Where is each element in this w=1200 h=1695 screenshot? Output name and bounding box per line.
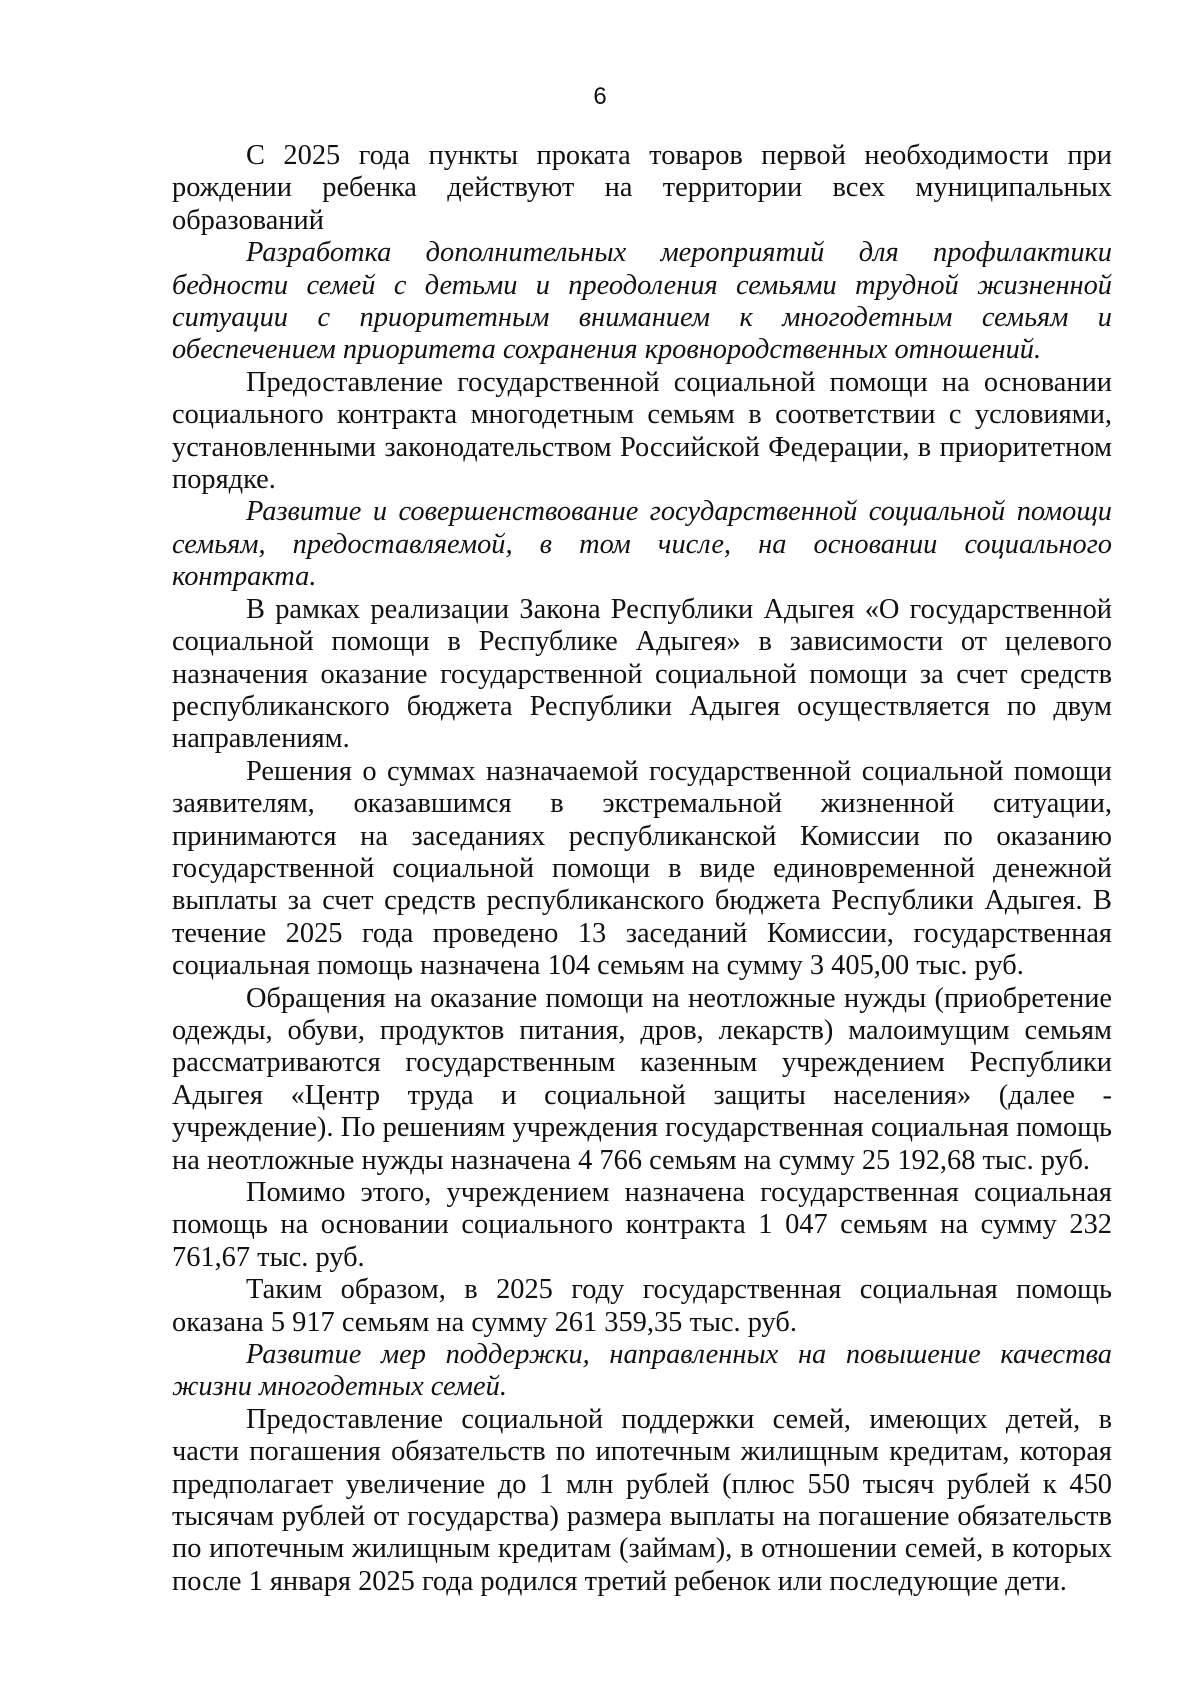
paragraph-total-assistance: Таким образом, в 2025 году государственная социальная помощь оказана 5 917 семьям на сумму 261 359,35 тыс. руб.: [172, 1274, 1112, 1338]
paragraph-commission-decisions: Решения о суммах назначаемой государственной социальной помощи заявителям, оказавшимся в экстремальной жизненной ситуации, принимаются на заседаниях республиканской Комиссии по оказанию государственной социальной помощи в виде единовременной денежной выплаты за счет средств республиканского бюджета Республики Адыгея. В течение 2025 года проведено 13 заседаний Комиссии, государственная социальная помощь назначена 104 семьям на сумму 3 405,00 тыс. руб.: [172, 755, 1112, 982]
heading-poverty-prevention: Разработка дополнительных мероприятий для профилактики бедности семей с детьми и преодоления семьями трудной жизненной ситуации с приоритетным вниманием к многодетным семьям и обеспечением приоритета сохранения кровнородственных отношений.: [172, 237, 1112, 366]
document-body: [172, 140, 1112, 1598]
paragraph-urgent-needs: Обращения на оказание помощи на неотложные нужды (приобретение одежды, обуви, продуктов питания, дров, лекарств) малоимущим семьям рассматриваются государственным казенным учреждением Республики Адыгея «Центр труда и социальной защиты населения» (далее - учреждение). По решениям учреждения государственная социальная помощь на неотложные нужды назначена 4 766 семьям на сумму 25 192,68 тыс. руб.: [172, 982, 1112, 1176]
heading-large-families-support: Развитие мер поддержки, направленных на повышение качества жизни многодетных семей.: [172, 1339, 1112, 1403]
heading-social-assistance-development: Развитие и совершенствование государственной социальной помощи семьям, предоставляемой, в том числе, на основании социального контракта.: [172, 496, 1112, 593]
paragraph-social-contract-priority: Предоставление государственной социальной помощи на основании социального контракта многодетным семьям в соответствии с условиями, установленными законодательством Российской Федерации, в приоритетном порядке.: [172, 366, 1112, 496]
paragraph-law-implementation: В рамках реализации Закона Республики Адыгея «О государственной социальной помощи в Республике Адыгея» в зависимости от целевого назначения оказание государственной социальной помощи за счет средств республиканского бюджета Республики Адыгея осуществляется по двум направлениям.: [172, 593, 1112, 755]
page-number: 6: [593, 83, 607, 110]
paragraph-rental-points: С 2025 года пункты проката товаров первой необходимости при рождении ребенка действуют на территории всех муниципальных образований: [172, 140, 1112, 236]
paragraph-social-contract-assistance: Помимо этого, учреждением назначена государственная социальная помощь на основании социального контракта 1 047 семьям на сумму 232 761,67 тыс. руб.: [172, 1177, 1112, 1273]
paragraph-mortgage-support: Предоставление социальной поддержки семей, имеющих детей, в части погашения обязательств по ипотечным жилищным кредитам, которая предполагает увеличение до 1 млн рублей (плюс 550 тысяч рублей к 450 тысячам рублей от государства) размера выплаты на погашение обязательств по ипотечным жилищным кредитам (займам), в отношении семей, в которых после 1 января 2025 года родился третий ребенок или последующие дети.: [172, 1403, 1112, 1597]
